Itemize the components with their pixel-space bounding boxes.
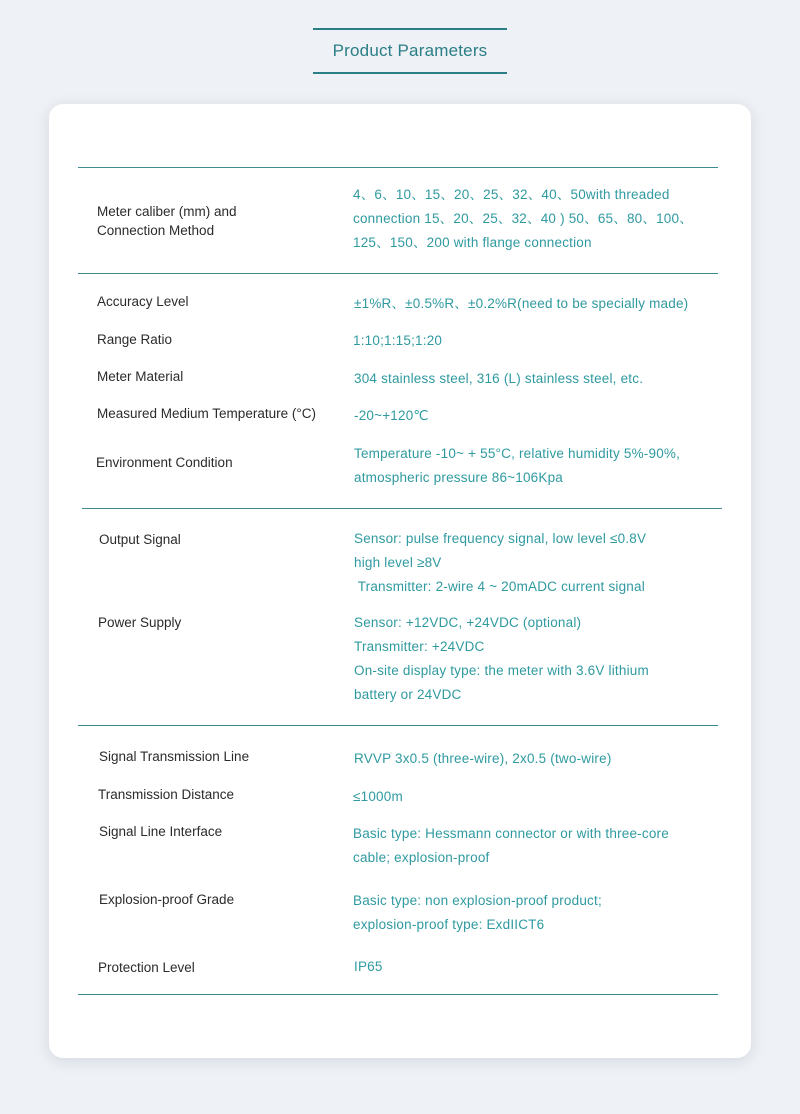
value-line: RVVP 3x0.5 (three-wire), 2x0.5 (two-wire) xyxy=(354,751,612,766)
section-header xyxy=(313,28,507,74)
value-line: cable; explosion-proof xyxy=(353,850,490,865)
value-line: Basic type: Hessmann connector or with three-core xyxy=(353,826,669,841)
param-value xyxy=(353,329,442,353)
value-line: Transmitter: 2-wire 4 ~ 20mADC current signal xyxy=(354,579,645,594)
value-line: explosion-proof type: ExdIICT6 xyxy=(353,917,545,932)
param-label: Meter Material xyxy=(97,369,184,384)
divider xyxy=(78,994,718,995)
param-value xyxy=(354,955,383,979)
value-line: ±1%R、±0.5%R、±0.2%R(need to be specially made) xyxy=(354,296,689,311)
label-line: Meter caliber (mm) and Connection Method xyxy=(97,204,237,238)
param-value xyxy=(354,367,643,391)
divider xyxy=(78,167,718,168)
value-line: On-site display type: the meter with 3.6V lithium xyxy=(354,663,649,678)
param-label: Signal Line Interface xyxy=(99,824,223,839)
param-label: Protection Level xyxy=(98,960,195,975)
param-label: Measured Medium Temperature (°C) xyxy=(97,406,316,421)
param-value xyxy=(353,785,403,809)
value-line: 1:10;1:15;1:20 xyxy=(353,333,443,348)
param-label: Signal Transmission Line xyxy=(99,749,250,764)
param-label: Environment Condition xyxy=(96,455,233,470)
value-line: Basic type: non explosion-proof product; xyxy=(353,893,602,908)
divider xyxy=(78,273,718,274)
divider xyxy=(82,508,722,509)
param-value xyxy=(353,889,602,937)
value-line: Temperature -10~ + 55°C, relative humidity 5%-90%, xyxy=(354,446,681,461)
value-line: Sensor: +12VDC, +24VDC (optional) xyxy=(354,615,582,630)
param-value xyxy=(354,292,688,316)
param-label xyxy=(97,202,337,240)
param-value xyxy=(353,822,669,870)
value-line: atmospheric pressure 86~106Kpa xyxy=(354,470,564,485)
param-label: Explosion-proof Grade xyxy=(99,892,235,907)
param-value xyxy=(354,527,646,599)
divider xyxy=(78,725,718,726)
param-label: Accuracy Level xyxy=(97,294,189,309)
param-label: Output Signal xyxy=(99,532,181,547)
param-label: Range Ratio xyxy=(97,332,173,347)
param-value xyxy=(354,404,429,428)
value-line: Sensor: pulse frequency signal, low level ≤0.8V xyxy=(354,531,647,546)
value-line: Transmitter: +24VDC xyxy=(354,639,485,654)
param-label: Transmission Distance xyxy=(98,787,235,802)
value-line: IP65 xyxy=(354,959,383,974)
param-value xyxy=(353,183,693,255)
value-line: high level ≥8V xyxy=(354,555,442,570)
param-label: Power Supply xyxy=(98,615,182,630)
value-line: connection 15、20、25、32、40 ) 50、65、80、100、 xyxy=(353,211,693,226)
value-line: battery or 24VDC xyxy=(354,687,462,702)
param-value xyxy=(354,611,649,707)
value-line: 125、150、200 with flange connection xyxy=(353,235,592,250)
value-line: 4、6、10、15、20、25、32、40、50with threaded xyxy=(353,187,670,202)
value-line: 304 stainless steel, 316 (L) stainless steel, etc. xyxy=(354,371,644,386)
param-value xyxy=(354,747,612,771)
param-value xyxy=(354,442,680,490)
value-line: -20~+120℃ xyxy=(354,408,429,423)
value-line: ≤1000m xyxy=(353,789,403,804)
section-title: Product Parameters xyxy=(332,41,488,60)
